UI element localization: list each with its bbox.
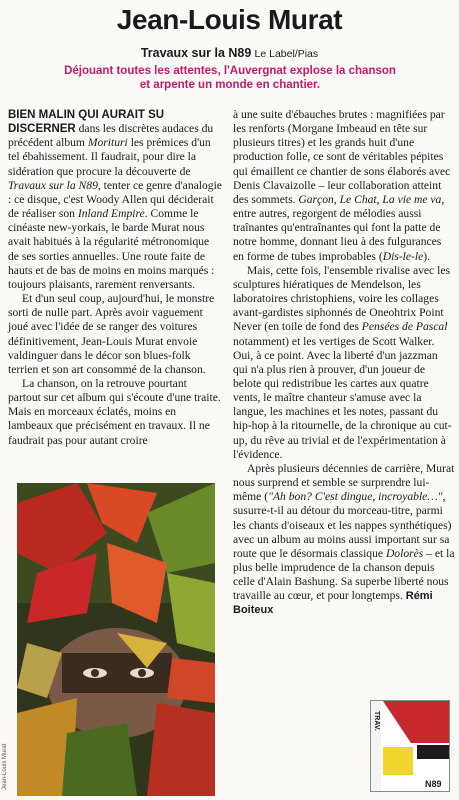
record-label: Le Label/Pias: [254, 48, 319, 60]
column-right: [233, 108, 455, 618]
article-deck: [30, 64, 430, 92]
song-title: Dis-le-le: [382, 249, 424, 263]
paragraph-4: [233, 108, 455, 264]
text-run: à une suite d'ébauches brutes : magnifiées par les renforts (Morgane Imbeaud en tête sur plusieurs titres) et les grands huit d'une production folle, ce sont de véritables pépites qui émaillent ce chantier de sons élaborés avec Denis Clavaizolle – leur collaboration atteint des sommets.: [233, 108, 451, 206]
album-reference: Dolorès: [385, 546, 424, 560]
quote: "Ah bon? C'est dingue, incroyable…": [268, 490, 443, 504]
lead-in: BIEN MALIN QUI AURAIT SU DISCERNER: [8, 109, 165, 136]
text-run: . Comme le cinéaste new-yorkais, le barde Murat nous avait habitués à la régularité métronomique de ses sorties annuelles. Une route faite de hauts et de bas de moins en moins marqués : toujours plaisants, rarement renversants.: [8, 207, 215, 291]
cover-bottom-text: N89: [425, 779, 442, 789]
deck-line-1: Déjouant toutes les attentes, l'Auvergnat explose la chanson: [64, 65, 396, 77]
text-run: dans les discrètes audaces du précédent album: [8, 122, 214, 150]
article-title: Jean-Louis Murat: [116, 4, 343, 35]
album-reference: Morituri: [87, 136, 128, 150]
album-reference: Travaux sur la N89: [8, 178, 98, 192]
paragraph-6: [233, 462, 455, 618]
text-run: les prémices d'un tel ébahissement. Il faudrait, pour dire la sidération que procure la découverte de: [8, 136, 211, 178]
text-run: ).: [423, 249, 431, 263]
album-cover-art: [371, 701, 449, 791]
album-line: [0, 46, 459, 60]
paragraph-2: Et d'un seul coup, aujourd'hui, le monstre sorti de nulle part. Après avoir vaguement joué avec l'idée de se ranger des voitures définitivement, Jean-Louis Murat envoie valdinguer dans le décor son blues-folk terrien et son art consommé de la chanson.: [8, 292, 215, 376]
photo-credit: Jean-Louis Murat: [2, 743, 8, 790]
text-run: – et la plus belle imprudence de la chanson depuis celle d'Alain Bashung. Sa superbe liberté nous travaille au cœur, et pour longtemps.: [233, 546, 455, 603]
text-run: , tenter ce genre d'analogie : ce disque, c'est Woody Allen qui déciderait de réaliser son: [8, 178, 222, 221]
text-run: notamment) et les vertiges de Scott Walker. Oui, à ce point. Avec la liberté d'un jazzman qui n'a plus rien à prouver, d'un joueur de belote qui redistribue les cartes aux quatre vents, le maître chanteur s'amuse avec la langue, les machines et les notes, passant du hip-hop à la ritournelle, de la chronique au cut-up, du rêve au trivial et de l'expérimentation à l'évidence.: [233, 334, 452, 461]
paragraph-3: La chanson, on la retrouve pourtant partout sur cet album qui s'écoute d'une traite. Mais en morceaux éclatés, moins en lambeaux que précisément en travaux. Il ne faudrait pas pour autant croire: [8, 376, 221, 447]
album-title: Travaux sur la N89: [140, 46, 252, 60]
paragraph-1: [8, 108, 222, 292]
film-reference: Inland Empire: [77, 207, 145, 221]
artist-photo: [17, 483, 215, 796]
cover-vertical-text: TRAV.: [373, 711, 380, 731]
text-run: Mais, cette fois, l'ensemble rivalise avec les sculptures hiératiques de Mendelson, les laboratoires christophiens, voire les collages avant-gardistes siphonnés de Oneohtrix Point Never (en toile de fond des: [233, 263, 450, 334]
album-cover-thumbnail: [370, 700, 450, 792]
author-signature: Rémi Boiteux: [233, 590, 433, 617]
text-run: , susurre-t-il au détour du morceau-titre, parmi les chants d'oiseaux et les nappes synthétiques) avec un album au moins aussi important sur sa route que le désormais classique: [233, 490, 452, 560]
foliage-portrait-image: [17, 483, 215, 796]
text-run: Après plusieurs décennies de carrière, Murat nous surprend et semble se surprendre lui-même (: [233, 461, 455, 504]
song-title: Pensées de Pascal: [361, 320, 448, 334]
paragraph-5: [233, 264, 455, 462]
song-titles: Garçon, Le Chat, La vie me va: [298, 192, 442, 206]
column-left: [8, 108, 222, 448]
text-run: , entre autres, regorgent de mélodies aussi traînantes qu'entraînantes qui font la patte de notre homme, donnant lieu à des fulgurances en forme de tubes improbables (: [233, 192, 445, 263]
deck-line-2: et arpente un monde en chantier.: [139, 79, 321, 91]
